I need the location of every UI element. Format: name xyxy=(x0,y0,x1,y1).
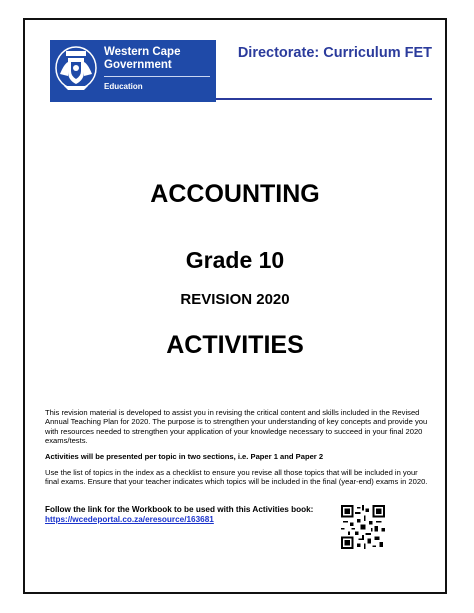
coat-of-arms-icon xyxy=(54,44,98,94)
logo-divider xyxy=(104,76,210,77)
logo-title-line1: Western Cape xyxy=(104,46,181,58)
wcg-logo xyxy=(50,40,216,102)
workbook-follow-text: Follow the link for the Workbook to be used with this Activities book: xyxy=(45,505,314,514)
header-divider xyxy=(216,98,432,100)
subject-title: ACCOUNTING xyxy=(150,180,320,208)
directorate-title: Directorate: Curriculum FET xyxy=(237,45,432,61)
sections-note: Activities will be presented per topic in two sections, i.e. Paper 1 and Paper 2 xyxy=(45,452,324,461)
grade-title: Grade 10 xyxy=(185,247,285,273)
workbook-link[interactable]: https://wcedeportal.co.za/eresource/163681 xyxy=(45,515,214,524)
logo-department: Education xyxy=(104,82,143,91)
checklist-paragraph: Use the list of topics in the index as a checklist to ensure you revise all those topics that will be included in your final exams. Ensure that your teacher indicates which topics will be included in the final (year-end) exams in 2020. xyxy=(45,468,428,487)
revision-title: REVISION 2020 xyxy=(180,291,290,308)
qr-code-icon xyxy=(341,505,385,549)
logo-title-line2: Government xyxy=(104,59,172,71)
activities-title: ACTIVITIES xyxy=(166,331,304,359)
intro-paragraph: This revision material is developed to assist you in revising the critical content and skills included in the Revised Annual Teaching Plan for 2020. The purpose is to strengthen your understanding of key concepts and provide you with resources needed to strengthen your application of your knowledge necessary to succeed in your final 2020 exams/tests. xyxy=(45,408,428,445)
header xyxy=(50,40,432,102)
